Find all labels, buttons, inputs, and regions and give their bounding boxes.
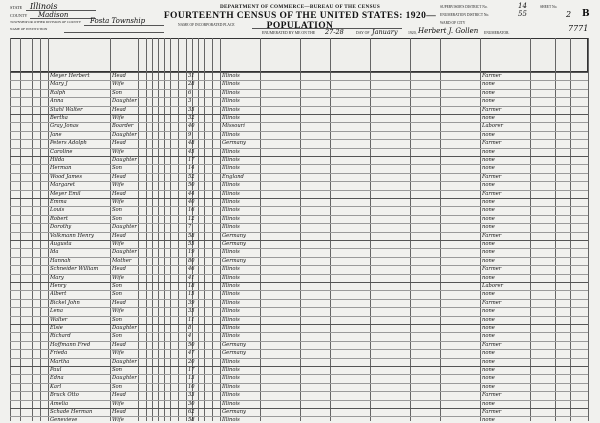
supervisor-value: 14 xyxy=(518,2,527,10)
cell-occ: none xyxy=(482,350,495,357)
column-rule xyxy=(40,38,41,421)
cell-occ: none xyxy=(482,308,495,315)
cell-rel: Wife xyxy=(112,400,124,407)
cell-name: Margaret xyxy=(50,182,75,189)
cell-occ: none xyxy=(482,148,495,155)
column-rule xyxy=(186,38,187,421)
cell-birth: Illinois xyxy=(222,417,240,423)
day-of-label: DAY OF xyxy=(356,31,370,35)
column-rule xyxy=(220,38,221,421)
cell-rel: Wife xyxy=(112,199,124,205)
cell-occ: none xyxy=(482,131,495,138)
cell-rel: Head xyxy=(112,232,127,239)
cell-birth: Illinois xyxy=(222,73,240,79)
cell-age: 39 xyxy=(188,299,195,306)
cell-name: Edna xyxy=(50,375,64,382)
column-rule xyxy=(20,38,21,421)
cell-age: 30 xyxy=(188,400,195,407)
cell-name: Ralph xyxy=(50,89,66,96)
column-rule xyxy=(588,38,589,421)
cell-occ: none xyxy=(482,81,495,88)
cell-rel: Daughter xyxy=(112,157,137,163)
cell-name: Emma xyxy=(50,199,67,205)
cell-name: Henry xyxy=(50,283,67,289)
cell-birth: Illinois xyxy=(222,148,240,155)
cell-occ: none xyxy=(482,333,495,340)
cell-name: Walter xyxy=(50,316,68,323)
column-rule xyxy=(178,38,179,421)
township-value: Fosta Township xyxy=(90,17,146,25)
cell-name: Meyer Herbert xyxy=(50,73,90,79)
cell-name: Augusta xyxy=(50,241,72,247)
column-rule xyxy=(152,38,153,421)
cell-name: Robert xyxy=(50,215,68,222)
cell-occ: Farmer xyxy=(482,341,502,348)
cell-name: Lena xyxy=(50,308,63,315)
cell-rel: Son xyxy=(112,283,123,289)
cell-birth: Illinois xyxy=(222,291,240,298)
cell-birth: Germany xyxy=(222,409,246,415)
cell-birth: Illinois xyxy=(222,283,240,289)
cell-occ: Farmer xyxy=(482,266,502,273)
cell-birth: Illinois xyxy=(222,375,240,382)
column-rule xyxy=(440,38,441,421)
cell-occ: none xyxy=(482,165,495,172)
cell-occ: Farmer xyxy=(482,140,502,147)
column-rule xyxy=(164,38,165,421)
cell-birth: Illinois xyxy=(222,392,240,399)
column-rule xyxy=(204,38,205,421)
cell-birth: Illinois xyxy=(222,316,240,323)
cell-age: 58 xyxy=(188,232,195,239)
cell-birth: Germany xyxy=(222,241,246,247)
county-label: COUNTY xyxy=(10,13,28,18)
cell-age: 31 xyxy=(188,73,195,79)
column-rule xyxy=(10,38,11,421)
cell-rel: Head xyxy=(112,266,127,273)
column-rule xyxy=(410,38,411,421)
cell-occ: none xyxy=(482,98,495,105)
cell-rel: Daughter xyxy=(112,224,137,231)
cell-age: 50 xyxy=(188,182,195,189)
cell-name: Hilda xyxy=(50,157,65,163)
cell-rel: Son xyxy=(112,316,123,323)
column-rule xyxy=(260,38,261,421)
cell-occ: Laborer xyxy=(482,283,504,289)
column-rule xyxy=(110,38,111,421)
cell-age: 45 xyxy=(188,148,195,155)
cell-name: Dorothy xyxy=(50,224,72,231)
column-rule xyxy=(530,38,531,421)
cell-birth: Illinois xyxy=(222,266,240,273)
cell-name: Caroline xyxy=(50,148,73,155)
enumerator-name: Herbert J. Gollen xyxy=(418,27,479,35)
ed-label: ENUMERATION DISTRICT No. xyxy=(440,13,490,17)
cell-occ: Farmer xyxy=(482,190,502,197)
cell-name: Louis xyxy=(50,207,65,214)
cell-occ: none xyxy=(482,316,495,323)
cell-age: 52 xyxy=(188,173,195,180)
cell-rel: Boarder xyxy=(112,123,134,130)
cell-occ: none xyxy=(482,375,495,382)
cell-age: 33 xyxy=(188,392,195,399)
column-rule xyxy=(480,38,481,421)
cell-age: 44 xyxy=(188,190,195,197)
cell-birth: Illinois xyxy=(222,215,240,222)
sheet-label: SHEET No. xyxy=(540,5,558,9)
cell-rel: Head xyxy=(112,190,127,197)
enumerated-month: January xyxy=(372,28,398,36)
cell-age: 7 xyxy=(188,224,192,231)
cell-occ: none xyxy=(482,400,495,407)
cell-birth: Illinois xyxy=(222,383,240,390)
column-rule xyxy=(370,38,371,421)
column-rule xyxy=(32,38,33,421)
cell-rel: Head xyxy=(112,106,127,113)
cell-rel: Wife xyxy=(112,81,124,88)
cell-name: Wood James xyxy=(50,173,83,180)
cell-birth: Illinois xyxy=(222,358,240,365)
cell-birth: Illinois xyxy=(222,190,240,197)
cell-birth: Illinois xyxy=(222,89,240,96)
cell-rel: Head xyxy=(112,140,127,147)
cell-occ: none xyxy=(482,257,495,264)
cell-age: 40 xyxy=(188,123,195,130)
cell-birth: Germany xyxy=(222,140,246,147)
cell-birth: Illinois xyxy=(222,106,240,113)
cell-occ: none xyxy=(482,383,495,390)
township-label: TOWNSHIP OR OTHER DIVISION OF COUNTY xyxy=(10,20,82,24)
cell-occ: none xyxy=(482,224,495,231)
cell-name: Gray Jonas xyxy=(50,123,79,130)
cell-occ: none xyxy=(482,358,495,365)
cell-name: Bruck Otto xyxy=(50,392,79,399)
cell-occ: Farmer xyxy=(482,173,502,180)
cell-name: Hannah xyxy=(50,257,71,264)
cell-birth: Illinois xyxy=(222,249,240,256)
state-value: Illinois xyxy=(30,2,58,11)
cell-name: Jane xyxy=(50,131,62,138)
year-label: 1920, xyxy=(408,31,417,35)
cell-occ: none xyxy=(482,215,495,222)
cell-rel: Wife xyxy=(112,350,124,357)
cell-rel: Wife xyxy=(112,148,124,155)
cell-name: Elsie xyxy=(50,325,63,331)
census-title: FOURTEENTH CENSUS OF THE UNITED STATES: 1920—POPULATION xyxy=(163,11,437,31)
cell-occ: none xyxy=(482,291,495,298)
county-value: Madison xyxy=(38,11,69,19)
cell-age: 80 xyxy=(188,257,195,264)
cell-occ: none xyxy=(482,249,495,256)
cell-name: Meyer Emil xyxy=(50,190,81,197)
cell-rel: Head xyxy=(112,341,127,348)
sheet-value: 2 xyxy=(566,10,572,19)
enumerator-label: ENUMERATOR. xyxy=(484,31,510,35)
cell-age: 19 xyxy=(188,249,195,256)
cell-rel: Head xyxy=(112,73,127,79)
institution-label: NAME OF INSTITUTION xyxy=(10,27,48,31)
cell-birth: Illinois xyxy=(222,182,240,189)
column-rule xyxy=(198,38,199,421)
cell-name: Anna xyxy=(50,98,64,105)
cell-name: Peters Adolph xyxy=(50,140,87,147)
column-rule xyxy=(138,38,139,421)
cell-occ: none xyxy=(482,182,495,189)
cell-occ: none xyxy=(482,199,495,205)
cell-rel: Son xyxy=(112,383,123,390)
cell-rel: Head xyxy=(112,299,127,306)
cell-age: 17 xyxy=(188,157,195,163)
cell-name: Mary xyxy=(50,274,64,281)
cell-occ: none xyxy=(482,207,495,214)
cell-occ: none xyxy=(482,325,495,331)
cell-occ: none xyxy=(482,241,495,247)
cell-rel: Daughter xyxy=(112,249,137,256)
cell-age: 55 xyxy=(188,241,195,247)
cell-birth: Illinois xyxy=(222,325,240,331)
cell-name: Stahl Walter xyxy=(50,106,83,113)
incorporated-label: NAME OF INCORPORATED PLACE xyxy=(178,23,235,27)
census-table xyxy=(10,38,588,421)
cell-name: Albert xyxy=(50,291,67,298)
cell-name: Genevieve xyxy=(50,417,78,423)
cell-rel: Wife xyxy=(112,241,124,247)
cell-birth: Germany xyxy=(222,341,246,348)
cell-rel: Head xyxy=(112,173,127,180)
cell-name: Amelia xyxy=(50,400,69,407)
cell-name: Paul xyxy=(50,367,62,373)
cell-rel: Son xyxy=(112,207,123,214)
cell-rel: Head xyxy=(112,392,127,399)
cell-rel: Son xyxy=(112,165,123,172)
column-rule xyxy=(555,38,556,421)
cell-birth: Illinois xyxy=(222,224,240,231)
cell-rel: Wife xyxy=(112,182,124,189)
cell-birth: Illinois xyxy=(222,115,240,121)
cell-age: 8 xyxy=(188,325,192,331)
cell-age: 20 xyxy=(188,358,195,365)
enumerated-label: ENUMERATED BY ME ON THE xyxy=(262,31,316,35)
cell-occ: Farmer xyxy=(482,232,502,239)
cell-birth: Illinois xyxy=(222,400,240,407)
cell-age: 41 xyxy=(188,274,195,281)
column-rule xyxy=(170,38,171,421)
cell-name: Hoffmann Fred xyxy=(50,341,91,348)
cell-age: 15 xyxy=(188,291,195,298)
cell-age: 10 xyxy=(188,383,195,390)
cell-age: 3 xyxy=(188,98,192,105)
cell-birth: Germany xyxy=(222,257,246,264)
cell-occ: Farmer xyxy=(482,409,502,415)
cell-age: 46 xyxy=(188,266,195,273)
column-rule xyxy=(48,38,49,421)
column-header-block xyxy=(10,38,588,72)
cell-name: Volkmann Henry xyxy=(50,232,94,239)
cell-rel: Son xyxy=(112,333,123,340)
cell-age: 12 xyxy=(188,215,195,222)
cell-birth: Illinois xyxy=(222,367,240,373)
supervisor-label: SUPERVISOR'S DISTRICT No. xyxy=(440,5,488,9)
cell-name: Richard xyxy=(50,333,71,340)
cell-occ: none xyxy=(482,89,495,96)
cell-occ: Farmer xyxy=(482,299,502,306)
cell-rel: Wife xyxy=(112,274,124,281)
cell-occ: none xyxy=(482,367,495,373)
cell-name: Bickel John xyxy=(50,299,80,306)
cell-occ: none xyxy=(482,157,495,163)
cell-name: Ida xyxy=(50,249,59,256)
enumerated-day: 27-28 xyxy=(325,28,344,36)
cell-rel: Son xyxy=(112,215,123,222)
cell-name: Schneider William xyxy=(50,266,99,273)
cell-age: 58 xyxy=(188,417,195,423)
cell-age: 32 xyxy=(188,115,195,121)
column-rule xyxy=(212,38,213,421)
cell-birth: Illinois xyxy=(222,299,240,306)
cell-rel: Daughter xyxy=(112,358,137,365)
sheet-letter: B xyxy=(582,9,590,19)
column-rule xyxy=(146,38,147,421)
cell-birth: Missouri xyxy=(222,123,245,130)
cell-birth: Illinois xyxy=(222,207,240,214)
cell-rel: Head xyxy=(112,409,127,415)
column-rule xyxy=(330,38,331,421)
cell-occ: Farmer xyxy=(482,106,502,113)
cell-rel: Daughter xyxy=(112,98,137,105)
cell-occ: none xyxy=(482,274,495,281)
cell-age: 11 xyxy=(188,316,195,323)
cell-birth: Illinois xyxy=(222,308,240,315)
cell-rel: Son xyxy=(112,367,123,373)
cell-age: 9 xyxy=(188,131,192,138)
cell-name: Herman xyxy=(50,165,72,172)
cell-age: 62 xyxy=(188,409,195,415)
cell-rel: Son xyxy=(112,89,123,96)
cell-birth: Germany xyxy=(222,232,246,239)
cell-rel: Mother xyxy=(112,257,132,264)
cell-birth: England xyxy=(222,173,244,180)
cell-rel: Son xyxy=(112,291,123,298)
cell-name: Karl xyxy=(50,383,62,390)
cell-rel: Wife xyxy=(112,308,124,315)
cell-birth: Germany xyxy=(222,350,246,357)
cell-name: Bertha xyxy=(50,115,68,121)
state-label: STATE xyxy=(10,5,23,10)
cell-birth: Illinois xyxy=(222,165,240,172)
cell-birth: Illinois xyxy=(222,274,240,281)
cell-rel: Daughter xyxy=(112,375,137,382)
cell-age: 14 xyxy=(188,165,195,172)
column-rule xyxy=(300,38,301,421)
cell-age: 40 xyxy=(188,199,195,205)
archive-stamp: 7771 xyxy=(568,24,589,33)
cell-age: 28 xyxy=(188,81,195,88)
cell-birth: Illinois xyxy=(222,199,240,205)
cell-age: 50 xyxy=(188,341,195,348)
cell-occ: Farmer xyxy=(482,392,502,399)
cell-name: Martha xyxy=(50,358,70,365)
department-heading: DEPARTMENT OF COMMERCE—BUREAU OF THE CENSUS xyxy=(219,4,381,10)
cell-age: 4 xyxy=(188,333,192,340)
cell-age: 17 xyxy=(188,367,195,373)
ward-label: WARD OF CITY xyxy=(440,21,466,25)
cell-rel: Wife xyxy=(112,417,124,423)
cell-age: 35 xyxy=(188,308,195,315)
cell-age: 35 xyxy=(188,106,195,113)
cell-rel: Daughter xyxy=(112,131,137,138)
cell-birth: Illinois xyxy=(222,81,240,88)
cell-occ: Farmer xyxy=(482,73,502,79)
cell-birth: Illinois xyxy=(222,157,240,163)
cell-rel: Wife xyxy=(112,115,124,121)
cell-occ: none xyxy=(482,115,495,121)
cell-birth: Illinois xyxy=(222,333,240,340)
column-rule xyxy=(158,38,159,421)
cell-age: 13 xyxy=(188,375,195,382)
cell-age: 47 xyxy=(188,350,195,357)
cell-occ: Laborer xyxy=(482,123,504,130)
cell-occ: none xyxy=(482,417,495,423)
cell-rel: Daughter xyxy=(112,325,137,331)
cell-age: 18 xyxy=(188,283,195,289)
column-rule xyxy=(570,38,571,421)
cell-age: 16 xyxy=(188,207,195,214)
cell-age: 48 xyxy=(188,140,195,147)
cell-name: Mary J xyxy=(50,81,68,88)
cell-name: Schade Herman xyxy=(50,409,93,415)
cell-name: Frieda xyxy=(50,350,68,357)
cell-birth: Illinois xyxy=(222,98,240,105)
ed-value: 55 xyxy=(518,10,527,18)
cell-age: 6 xyxy=(188,89,192,96)
cell-birth: Illinois xyxy=(222,131,240,138)
